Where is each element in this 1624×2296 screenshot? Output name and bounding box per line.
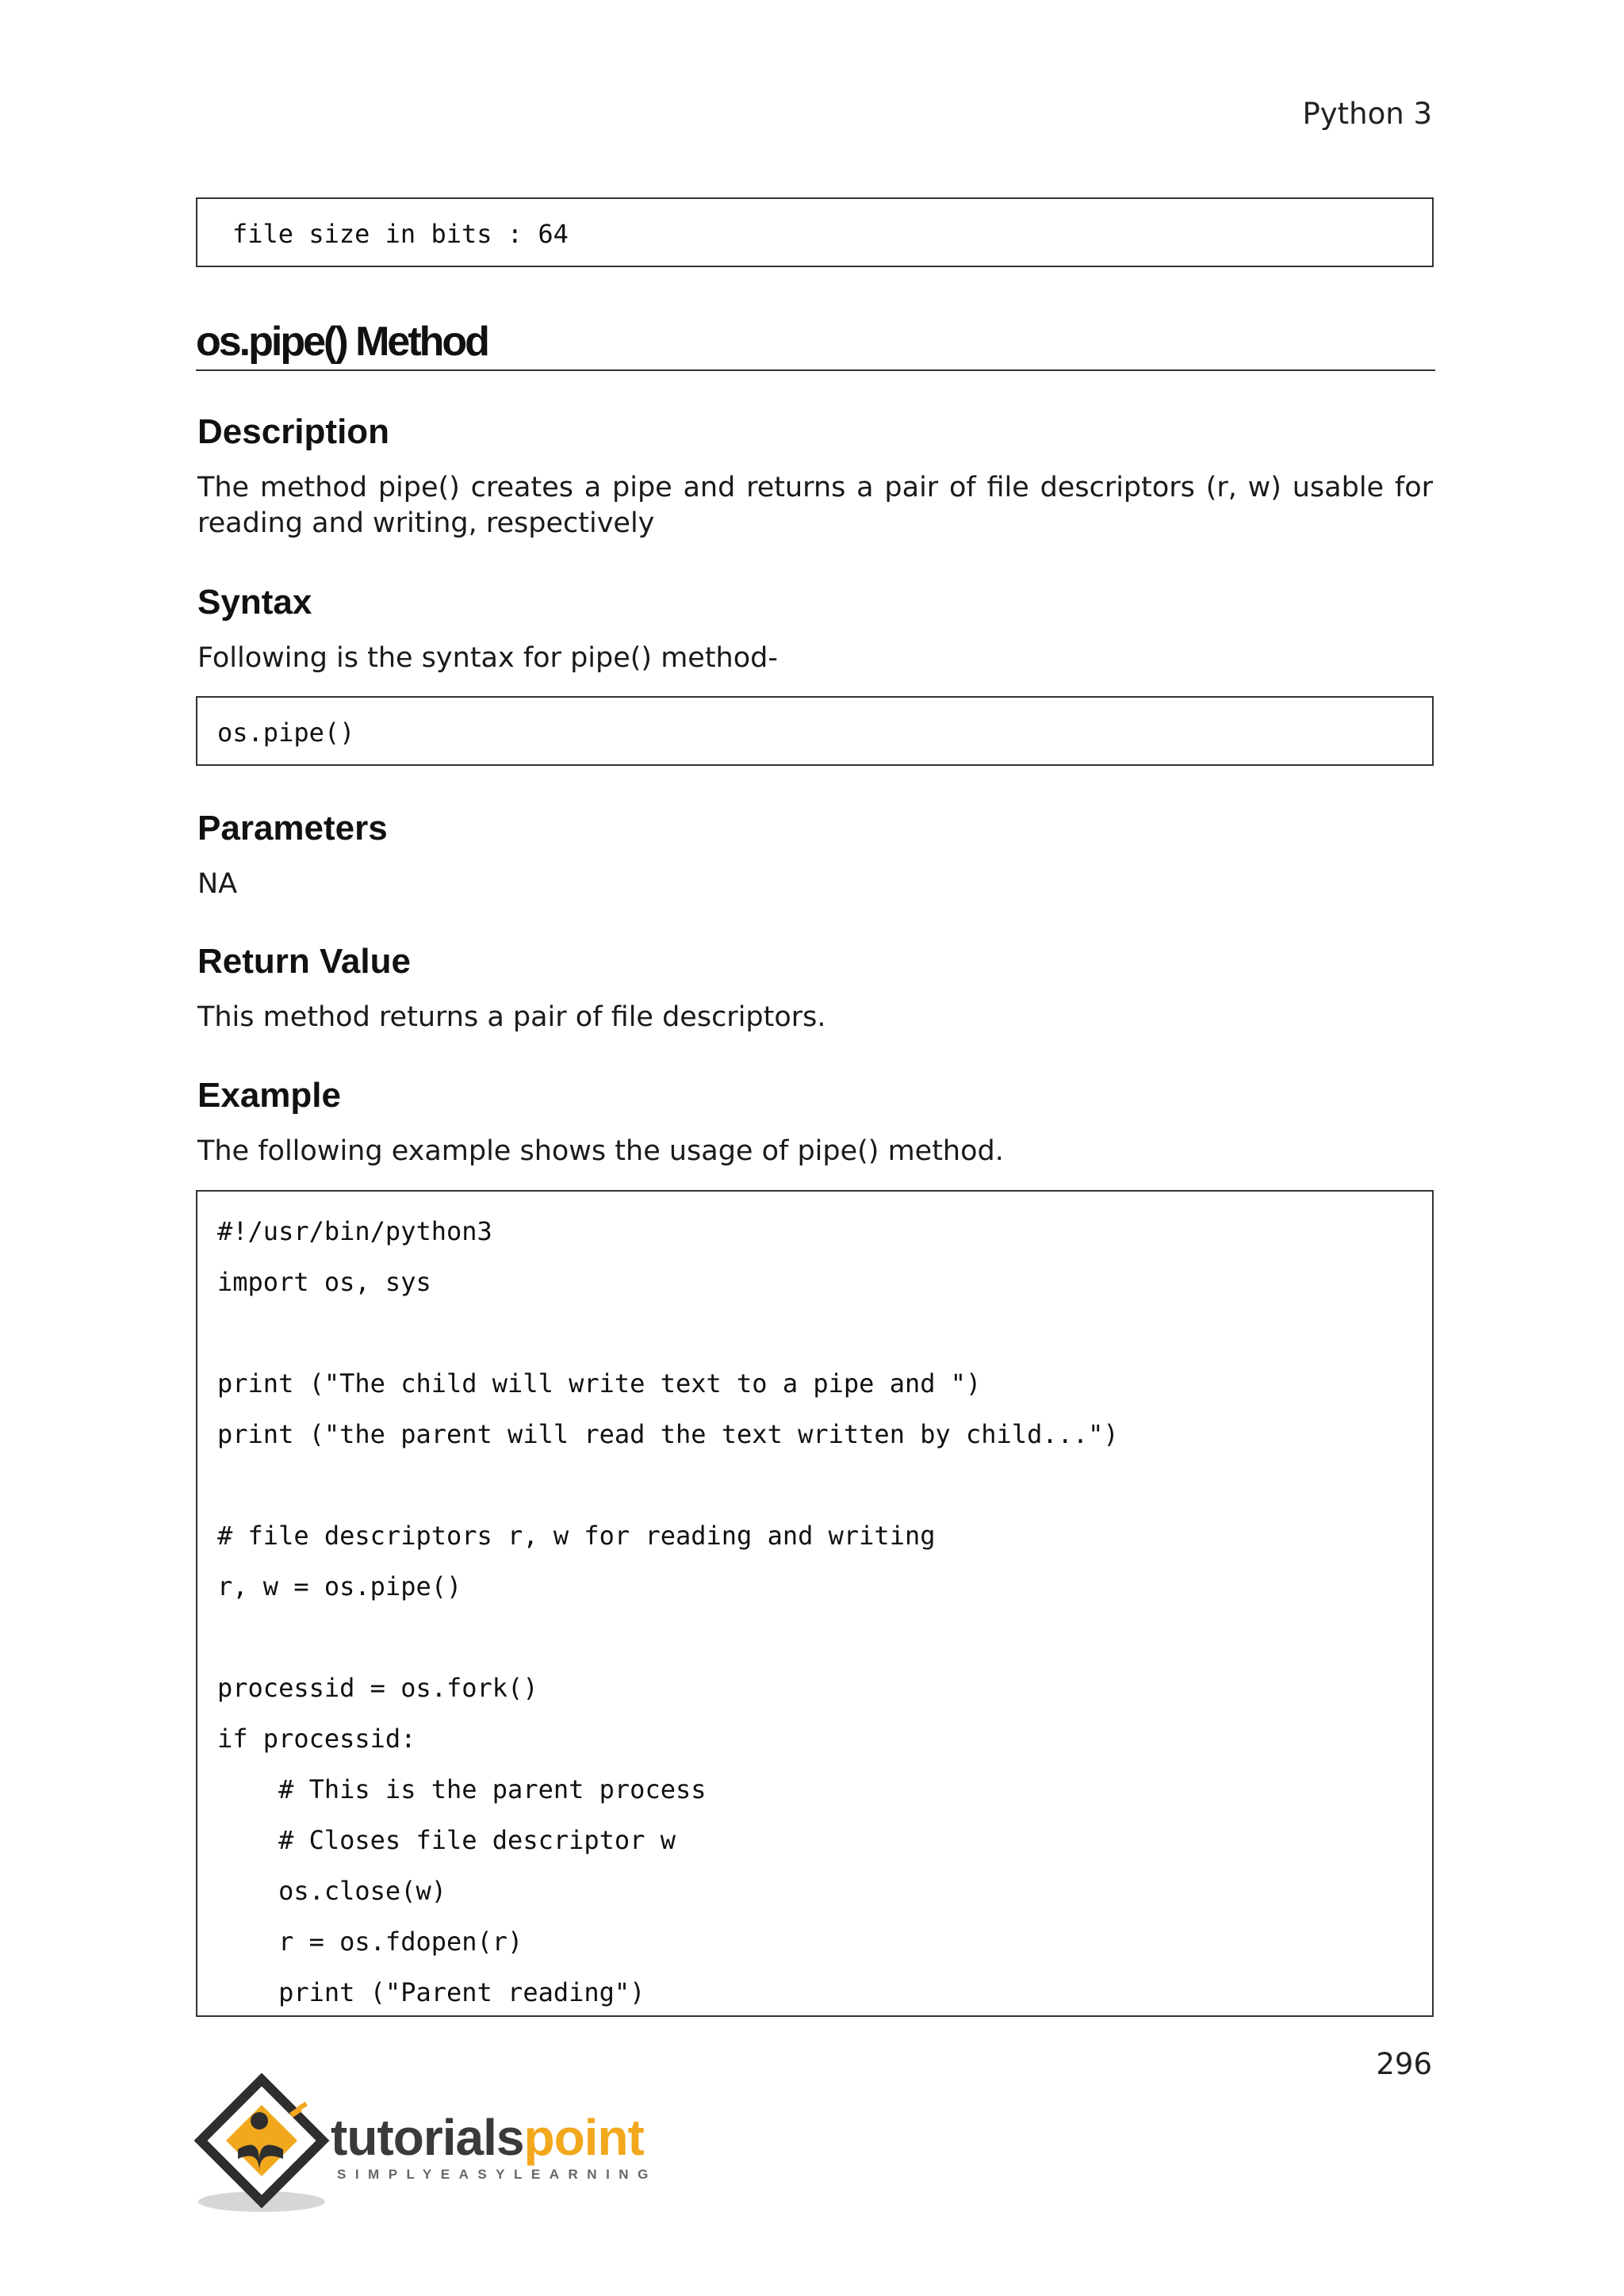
description-text: The method pipe() creates a pipe and returns a pair of file descriptors (r, w) usable for reading and writing, respectively [197,472,1433,539]
parameters-heading: Parameters [197,809,388,848]
code-line: print ("The child will write text to a pipe and ") [217,1368,982,1399]
example-text: The following example shows the usage of pipe() method. [197,1135,1004,1167]
code-line: # Closes file descriptor w [217,1825,676,1855]
section-title: os.pipe() Method [196,314,1435,371]
parameters-text: NA [197,868,238,900]
logo-word-accent: point [523,2109,644,2166]
code-line [217,1460,1432,1510]
return-value-heading: Return Value [197,942,411,981]
logo-wordmark [331,2108,644,2167]
syntax-code-block [196,696,1434,766]
code-line: processid = os.fork() [217,1673,538,1703]
code-line: print ("the parent will read the text written by child...") [217,1419,1119,1449]
code-line: if processid: [217,1724,416,1754]
logo-word-dark: tutorials [331,2109,524,2166]
example-heading: Example [197,1076,341,1115]
output-code-block [196,197,1434,267]
code-line: # This is the parent process [217,1774,707,1804]
logo-emblem-icon [194,2073,333,2216]
code-line: r = os.fdopen(r) [217,1927,523,1957]
code-line: os.pipe() [217,718,355,748]
running-header: Python 3 [1302,97,1432,131]
page-number: 296 [1376,2047,1432,2081]
logo-tagline: SIMPLYEASYLEARNING [337,2167,657,2182]
code-line [217,1307,1432,1358]
code-line: r, w = os.pipe() [217,1571,462,1601]
code-line [217,1612,1432,1663]
code-line: # file descriptors r, w for reading and writing [217,1521,936,1551]
syntax-text: Following is the syntax for pipe() method- [197,642,778,674]
tutorialspoint-logo [194,2073,657,2216]
code-line: os.close(w) [217,1876,446,1906]
code-line: file size in bits : 64 [232,219,569,249]
code-line: print ("Parent reading") [217,1977,645,2007]
code-line: #!/usr/bin/python3 [217,1216,492,1246]
description-heading: Description [197,412,390,451]
code-line: import os, sys [217,1267,431,1297]
example-code-block [196,1190,1434,2017]
return-value-text: This method returns a pair of file descriptors. [197,1001,826,1033]
syntax-heading: Syntax [197,583,312,622]
